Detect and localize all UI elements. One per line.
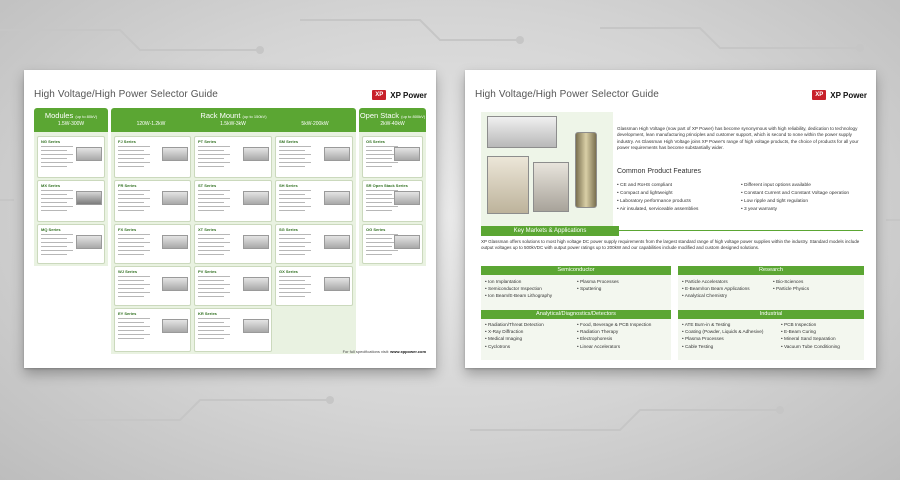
spec-line [279,296,305,297]
spec-line [118,198,150,199]
spec-line [41,162,73,163]
segment-heading: Analytical/Diagnostics/Detectors [481,310,671,319]
brand-logo [812,90,867,100]
spec-line [118,206,150,207]
column-header-modules [34,108,108,132]
application-item: • Cyclotrons [485,343,544,350]
product-image [243,277,269,291]
power-range: 120W-1.2kW [136,121,166,127]
spec-line [279,190,311,191]
series-title: PV Series [198,269,217,274]
product-image [162,235,188,249]
series-card [275,136,353,178]
spec-line [198,150,224,151]
features-list-right [741,182,849,214]
spec-line [198,276,230,277]
spec-line [198,288,224,289]
series-card [114,136,191,178]
spec-line [41,202,67,203]
spec-line [41,154,73,155]
application-item: • PCB Inspection [781,321,840,328]
spec-line [118,334,150,335]
product-image [162,191,188,205]
product-photo-collage [481,112,613,228]
application-item: • Electrophoresis [577,335,651,342]
spec-line [41,194,67,195]
column-qualifier: (up to 800kV) [401,114,426,119]
series-title: SR Open Stack Series [366,183,408,188]
spec-line [198,250,230,251]
application-item: • Medical Imaging [485,335,544,342]
feature-item: • CE and RoHS compliant [617,182,698,190]
series-title: ST Series [198,183,217,188]
product-image [324,277,350,291]
rack-unit-image [487,116,557,148]
column-name: Open Stack [359,111,400,120]
spec-line [118,318,150,319]
spec-line [366,254,392,255]
spec-line [41,166,67,167]
application-item: • Cable Testing [682,343,763,350]
spec-line [198,158,224,159]
application-item: • Plasma Processes [577,278,619,285]
feature-item: • Laboratory performance products [617,198,698,206]
spec-line [198,146,230,147]
series-title: XT Series [198,227,217,232]
series-title: FR Series [118,183,137,188]
spec-line [118,150,144,151]
series-card [114,308,191,352]
spec-line [198,206,230,207]
feature-item: • Different input options available [741,182,849,190]
product-image [162,277,188,291]
series-title: OG Series [366,227,386,232]
spec-line [198,326,230,327]
spec-line [41,238,67,239]
power-range: 5kW-200kW [301,121,329,127]
spec-line [198,190,230,191]
product-image [394,235,420,249]
spec-line [118,250,150,251]
spec-line [118,238,144,239]
spec-line [366,250,398,251]
series-title: MQ Series [41,227,61,232]
application-item: • Semiconductor Inspection [485,285,552,292]
spec-line [366,162,398,163]
application-item: • Bio-Sciences [773,278,809,285]
spec-line [279,154,311,155]
series-title: KR Series [198,311,217,316]
product-image [243,147,269,161]
product-image [243,319,269,333]
spec-line [366,150,392,151]
series-title: SH Series [279,183,298,188]
spec-line [41,146,73,147]
spec-line [366,202,392,203]
feature-item: • 3 year warranty [741,206,849,214]
spec-line [198,198,230,199]
series-card [194,308,272,352]
footer-note [343,349,426,354]
application-item: • ATE Burn-in & Testing [682,321,763,328]
spec-line [279,162,311,163]
column-header-open-stack [359,108,426,132]
spec-line [198,238,224,239]
column-header-rack-mount [111,108,356,132]
spec-line [118,288,144,289]
series-title: SM Series [279,139,299,144]
spec-line [198,166,224,167]
segment-list [781,321,840,350]
spec-line [198,338,224,339]
spec-line [366,194,392,195]
series-card [114,266,191,306]
brand-logo [372,90,427,100]
segment-list [485,321,544,350]
spec-line [118,280,144,281]
series-card [275,180,353,222]
spec-line [198,242,230,243]
spec-line [118,162,150,163]
spec-line [118,292,150,293]
product-image [243,191,269,205]
footer-lead: For full specifications visit: [342,349,391,354]
application-item: • Vacuum Tube Conditioning [781,343,840,350]
segment-heading: Semiconductor [481,266,671,275]
series-card [362,224,423,264]
series-title: PT Series [198,139,217,144]
key-markets-paragraph: XP Glassman offers solutions to most high voltage DC power supply requirements from the largest standard range of high voltage power supplies within the industry. Standard models include output voltages up to 500kVDC with output power ratings up to 200kW and our capabilities include modified and custom designed solutions. [481,239,860,250]
spec-line [279,202,305,203]
spec-line [118,330,144,331]
page-title: High Voltage/High Power Selector Guide [475,89,659,100]
spec-line [41,242,73,243]
spec-line [198,322,224,323]
features-heading: Common Product Features [617,168,702,175]
spec-line [279,166,305,167]
spec-line [198,202,224,203]
segment-heading: Research [678,266,864,275]
series-card [194,266,272,306]
spec-line [366,238,392,239]
spec-line [118,210,144,211]
xp-logo-icon: XP [372,90,386,100]
application-item: • E-Beam Curing [781,328,840,335]
segment-list [577,278,619,292]
spec-line [118,246,144,247]
segment-list [577,321,651,350]
column-qualifier: (up to 80kV) [75,114,98,119]
product-image [76,235,102,249]
spec-line [198,234,230,235]
spec-line [41,210,67,211]
application-item: • Plasma Processes [682,335,763,342]
feature-item: • Air insulated, serviceable assemblies [617,206,698,214]
spec-line [279,158,305,159]
spec-line [198,210,224,211]
series-card [275,266,353,306]
spec-line [118,322,144,323]
power-range: 2kW-40kW [380,121,405,127]
spec-line [279,210,305,211]
product-image [162,147,188,161]
spec-line [279,234,311,235]
product-image [394,147,420,161]
spec-line [366,158,392,159]
feature-item: • Compact and lightweight [617,190,698,198]
spec-line [118,326,150,327]
application-item: • X-Ray Diffraction [485,328,544,335]
spec-line [198,334,230,335]
series-title: MX Series [41,183,61,188]
series-card [362,136,423,178]
spec-line [198,284,230,285]
spec-line [279,146,311,147]
segment-heading: Industrial [678,310,864,319]
spec-line [198,318,230,319]
series-card [194,136,272,178]
selector-guide-page-left [24,70,436,368]
product-image [324,191,350,205]
spec-line [366,206,398,207]
product-image [324,235,350,249]
segment-list [682,278,750,300]
series-card [194,180,272,222]
key-markets-heading: Key Markets & Applications [481,226,619,236]
application-item: • Radiation Therapy [577,328,651,335]
spec-line [279,246,305,247]
spec-line [118,234,150,235]
spec-line [198,254,224,255]
spec-line [279,250,311,251]
spec-line [118,154,150,155]
product-image [394,191,420,205]
footer-url[interactable]: www.xppower.com [390,349,426,354]
application-item: • Particle Accelerators [682,278,750,285]
series-title: SG Series [279,227,298,232]
application-item: • Analytical Chemistry [682,292,750,299]
spec-line [118,158,144,159]
selector-guide-page-right [465,70,876,368]
series-card [37,136,105,178]
product-image [243,235,269,249]
application-item: • Ion Implantation [485,278,552,285]
application-item: • Mineral Sand Separation [781,335,840,342]
divider [619,230,863,231]
series-title: GX Series [279,269,298,274]
spec-line [279,198,311,199]
spec-line [279,238,305,239]
power-range: 1.5kW-3kW [220,121,246,127]
spec-line [41,190,73,191]
spec-line [118,146,150,147]
series-card [114,224,191,264]
spec-line [198,280,224,281]
spec-line [118,166,144,167]
spec-line [41,246,67,247]
segment-list [485,278,552,300]
application-item: • Sputtering [577,285,619,292]
column-name: Rack Mount [200,111,241,120]
spec-line [198,154,230,155]
feature-item: • Low ripple and tight regulation [741,198,849,206]
spec-line [279,292,311,293]
spec-line [279,276,311,277]
product-image [162,319,188,333]
spec-line [118,242,150,243]
spec-line [41,158,67,159]
spec-line [118,296,144,297]
spec-line [41,198,73,199]
spec-line [279,150,305,151]
series-card [362,180,423,222]
spec-line [198,194,224,195]
segment-list [773,278,809,292]
series-title: FX Series [118,227,137,232]
product-image [76,191,102,205]
spec-line [279,254,305,255]
series-title: OS Series [366,139,385,144]
column-name: Modules [44,111,74,120]
brand-name: XP Power [390,90,427,100]
spec-line [41,254,67,255]
spec-line [118,276,150,277]
spec-line [41,250,73,251]
spec-line [198,330,224,331]
spec-line [198,162,230,163]
spec-line [118,190,150,191]
spec-line [279,242,311,243]
series-title: FJ Series [118,139,136,144]
column-qualifier: (up to 150kV) [242,114,267,119]
open-stack-image [575,132,597,208]
product-image [324,147,350,161]
series-card [114,180,191,222]
spec-line [279,280,305,281]
cabinet-unit-image [487,156,529,214]
series-title: NG Series [41,139,61,144]
brand-name: XP Power [830,90,867,100]
spec-line [366,210,392,211]
spec-line [41,206,73,207]
xp-logo-icon: XP [812,90,826,100]
features-list-left [617,182,698,214]
application-item: • Radiation/Threat Detection [485,321,544,328]
page-title: High Voltage/High Power Selector Guide [34,89,218,100]
spec-line [198,246,224,247]
spec-line [118,254,144,255]
application-item: • E-Beam/Ion Beam Applications [682,285,750,292]
spec-line [279,206,311,207]
spec-line [279,284,311,285]
application-item: • Ion Beam/E-Beam Lithography [485,292,552,299]
application-item: • Particle Physics [773,285,809,292]
segment-list [682,321,763,350]
spec-line [41,234,73,235]
spec-line [279,194,305,195]
series-title: WJ Series [118,269,138,274]
spec-line [41,150,67,151]
cabinet-unit-image [533,162,569,212]
application-item: • Coating (Powder, Liquids & Adhesive) [682,328,763,335]
spec-line [366,246,392,247]
intro-paragraph: Glassman High Voltage (now part of XP Power) has become synonymous with high reliability, dedication to technology development, lean manufacturing principles and customer support, which is second to none within the power supply industry. As Glassman High Voltage joins XP Power's range of high voltage products, the choice of products for all your power requirements has become substantially wider. [617,126,859,151]
spec-line [118,202,144,203]
application-item: • Linear Accelerators [577,343,651,350]
spec-line [279,288,305,289]
series-card [37,180,105,222]
spec-line [198,292,230,293]
product-image [76,147,102,161]
series-card [37,224,105,264]
feature-item: • Constant Current and Constant Voltage operation [741,190,849,198]
application-item: • Food, Beverage & PCB Inspection [577,321,651,328]
spec-line [118,194,144,195]
series-card [275,224,353,264]
spec-line [198,296,224,297]
spec-line [118,338,144,339]
series-card [194,224,272,264]
power-range: 1.5W-300W [57,121,85,127]
series-title: EY Series [118,311,137,316]
spec-line [366,166,392,167]
spec-line [118,284,150,285]
